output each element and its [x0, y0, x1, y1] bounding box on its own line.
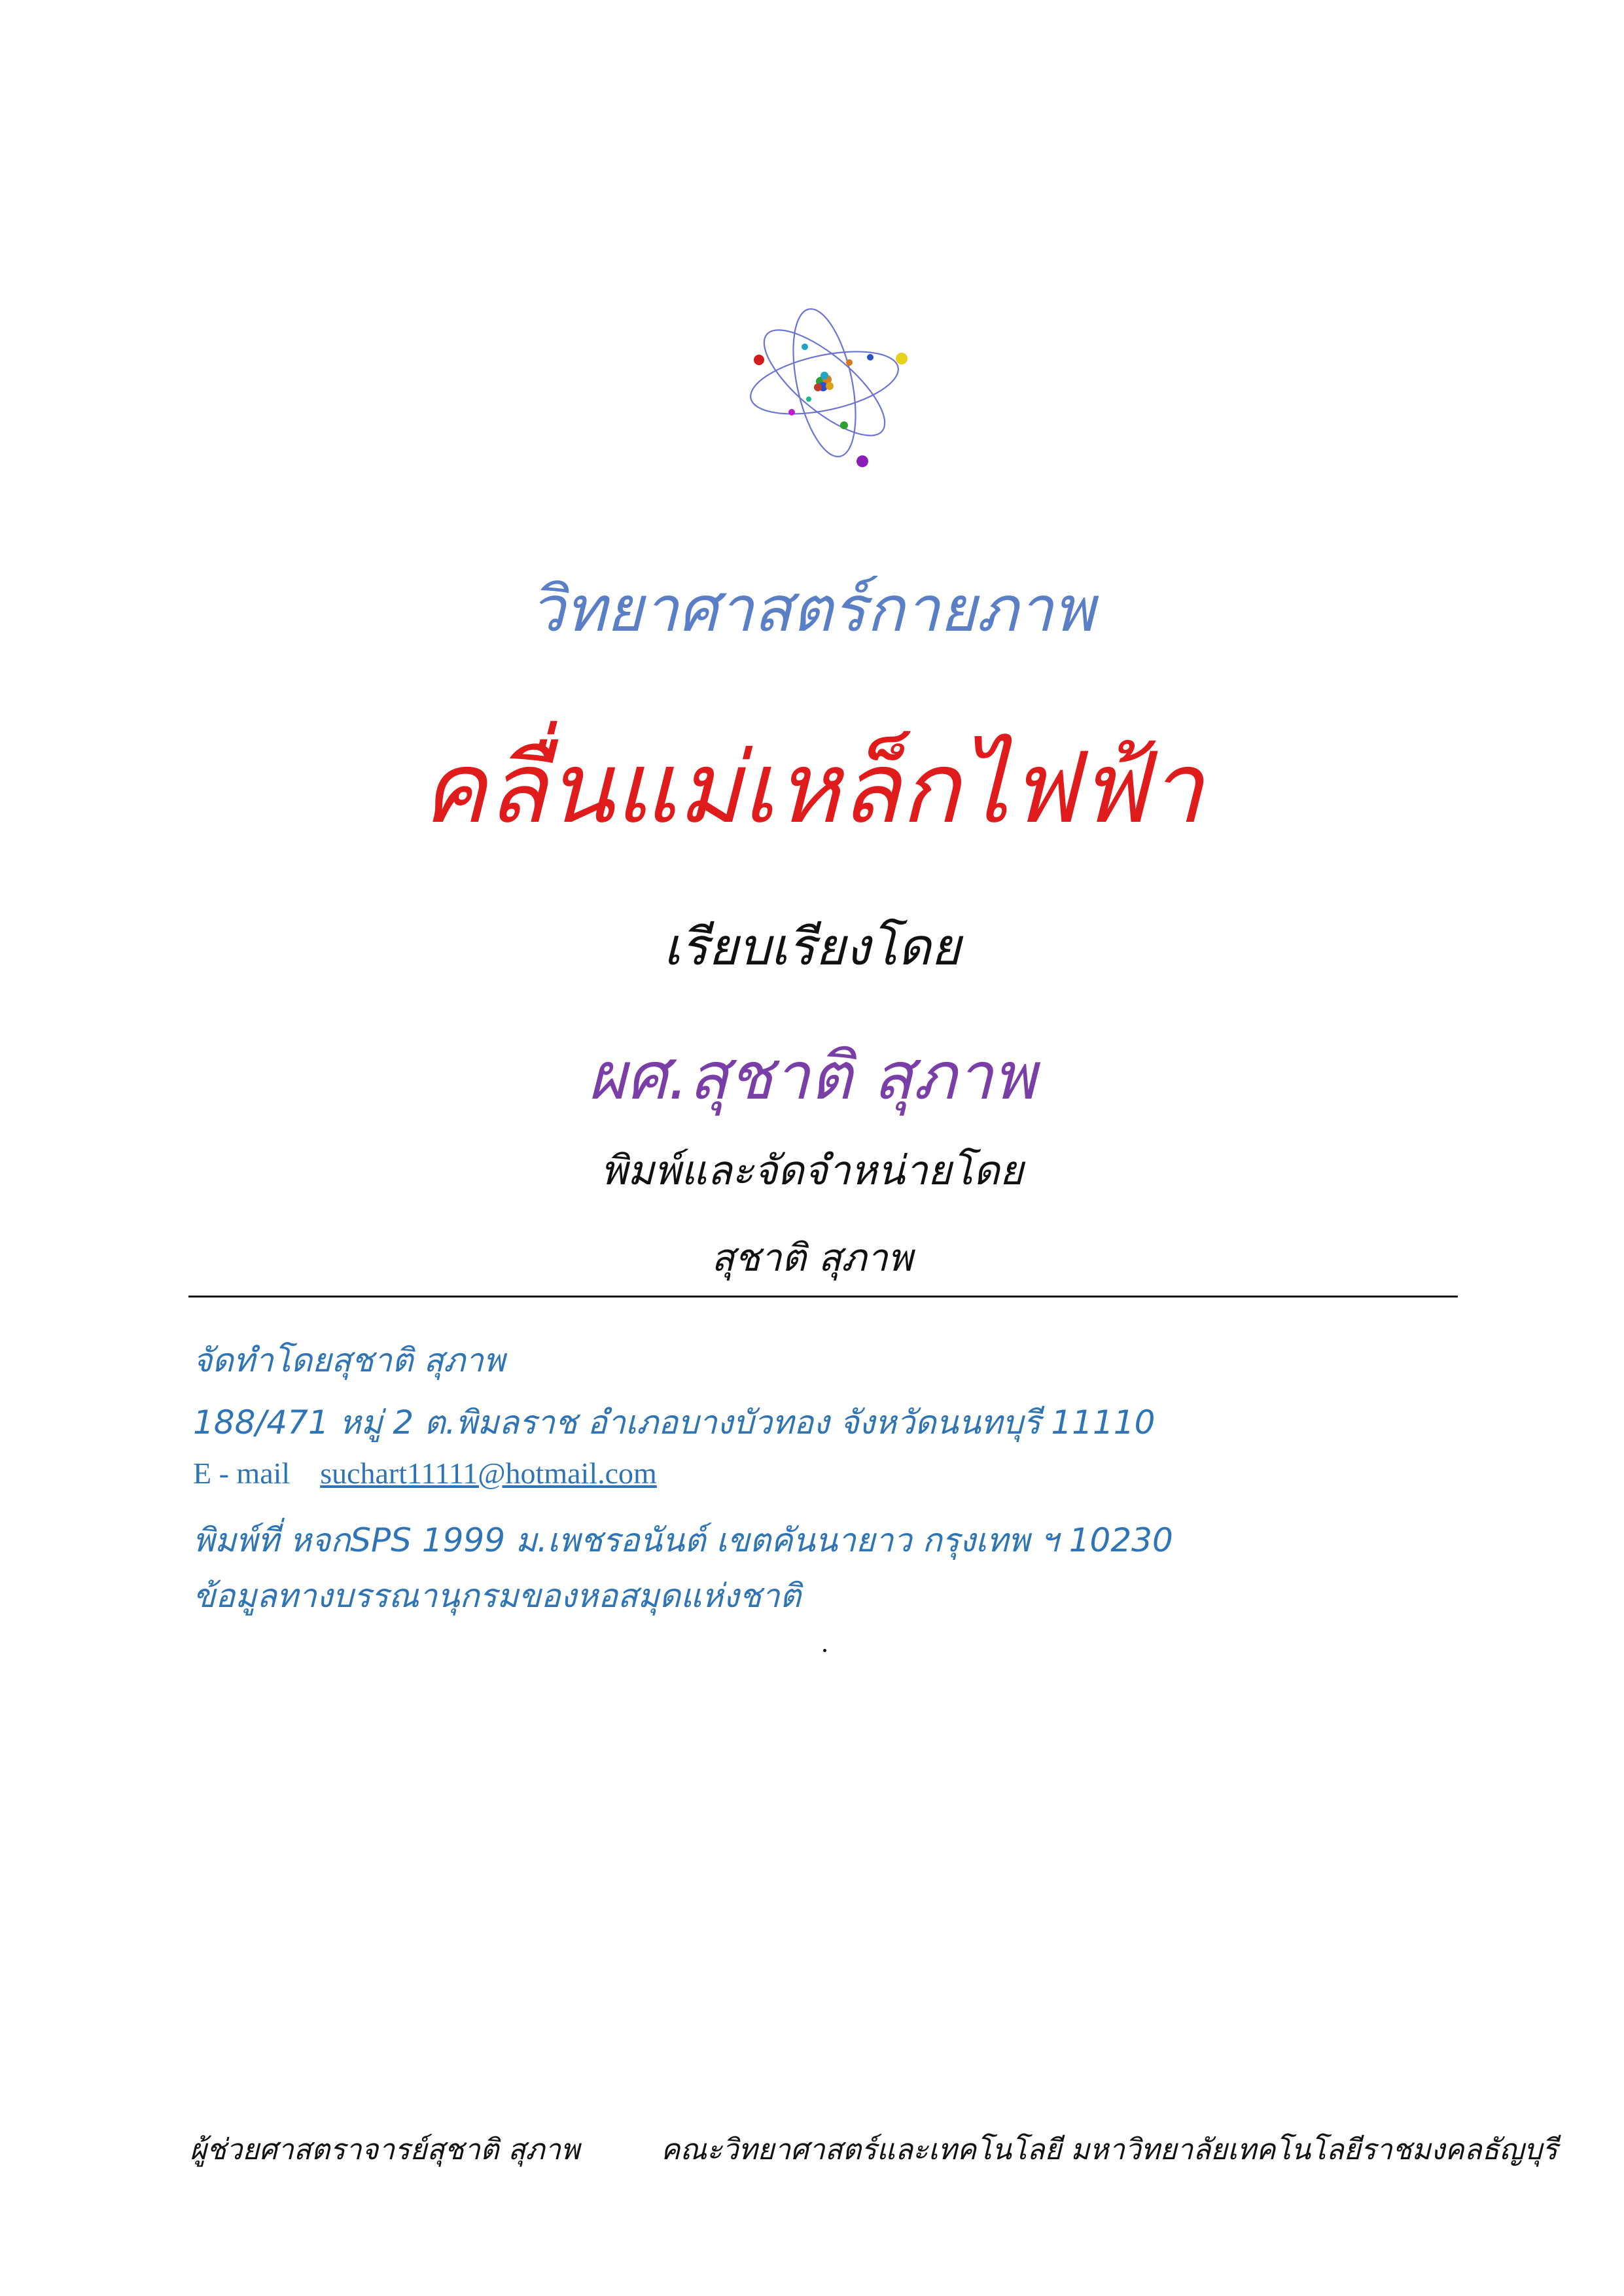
book-subject: วิทยาศาสตร์กายภาพ [529, 573, 1095, 646]
footer-author: ผู้ช่วยศาสตราจารย์สุชาติ สุภาพ [190, 2133, 580, 2166]
address-line: 188/471 หมู่ 2 ต.พิมลราช อำเภอบางบัวทอง จังหวัดนนทบุรี 11110 [193, 1404, 1156, 1441]
book-title: คลื่นแม่เหล็กไฟฟ้า [421, 732, 1203, 845]
author-name: ผศ.สุชาติ สุภาพ [588, 1038, 1036, 1114]
email-line [193, 1456, 657, 1491]
email-label: E - mail [193, 1457, 291, 1490]
email-link[interactable]: suchart11111@hotmail.com [320, 1457, 657, 1490]
compiled-by-label: เรียบเรียงโดย [663, 918, 961, 977]
dot-mark [823, 1649, 826, 1652]
footer-institution: คณะวิทยาศาสตร์และเทคโนโลยี มหาวิทยาลัยเทคโนโลยีราชมงคลธัญบุรี [661, 2133, 1558, 2166]
atom-icon [746, 308, 916, 484]
prepared-by-line: จัดทำโดยสุชาติ สุภาพ [193, 1341, 505, 1379]
catalog-line: ข้อมูลทางบรรณานุกรมของหอสมุดแห่งชาติ [193, 1577, 802, 1615]
publisher-name: สุชาติ สุภาพ [711, 1235, 913, 1280]
divider [188, 1296, 1458, 1298]
printed-by-label: พิมพ์และจัดจำหน่ายโดย [601, 1146, 1023, 1194]
printer-line: พิมพ์ที่ หจกSPS 1999 ม.เพชรอนันต์ เขตคันนายาว กรุงเทพ ฯ 10230 [193, 1521, 1173, 1559]
